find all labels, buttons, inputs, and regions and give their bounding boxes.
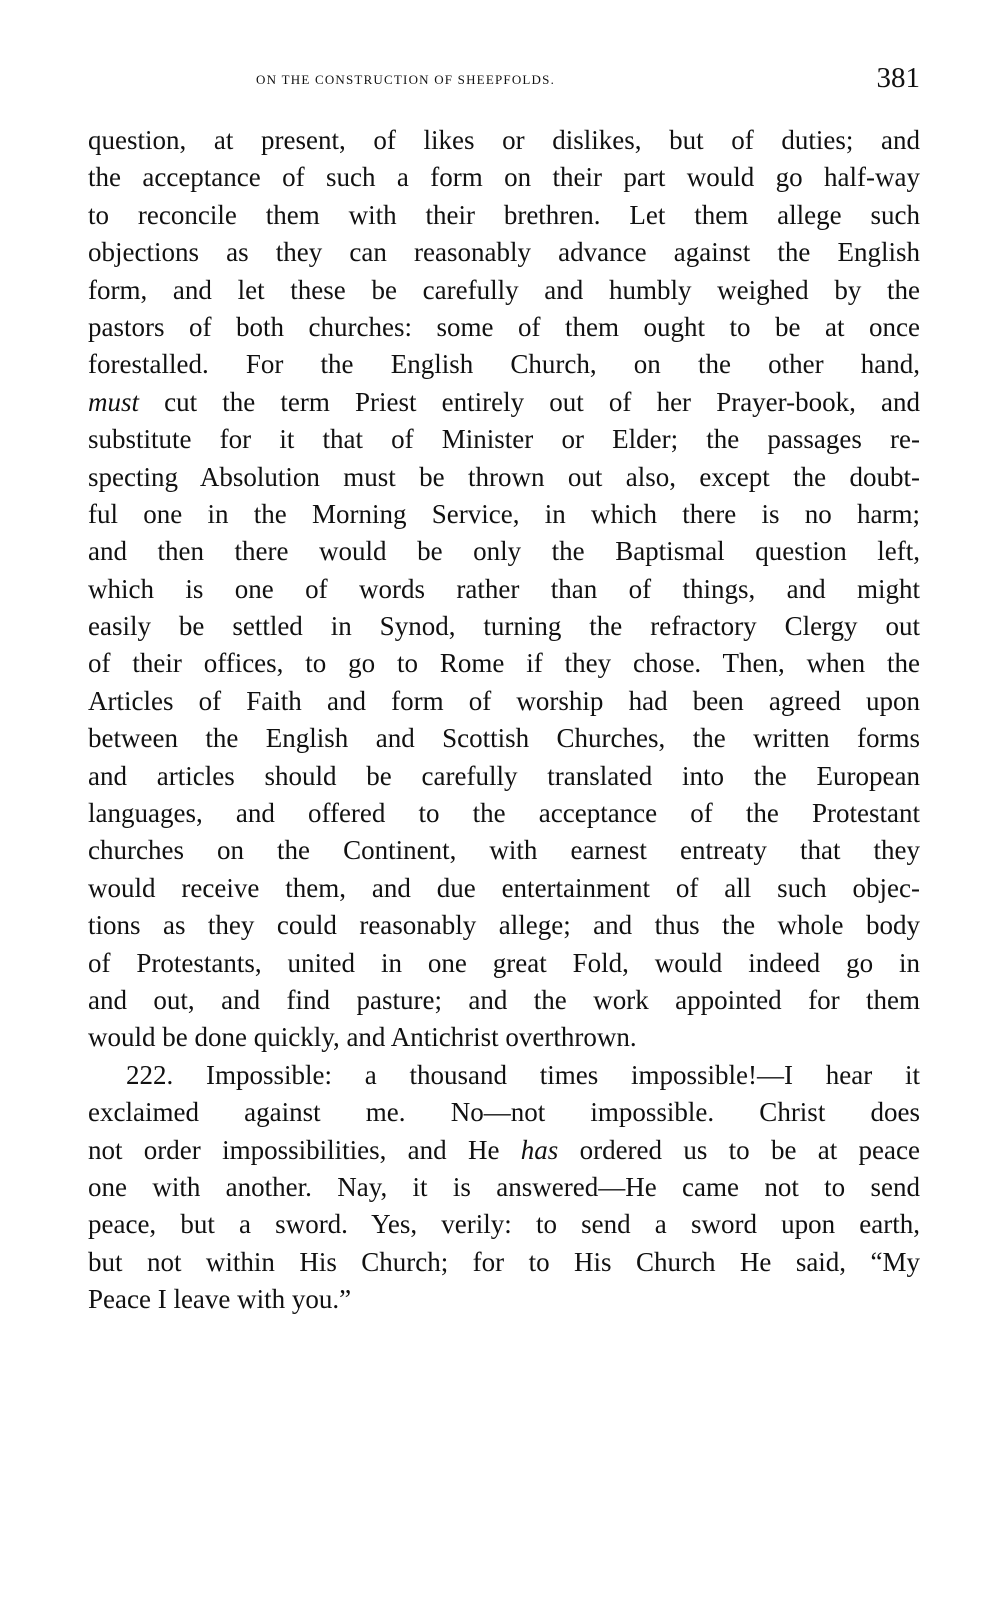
text-line: the acceptance of such a form on their part would go half-way <box>88 162 920 193</box>
text-line: peace, but a sword. Yes, verily: to send a sword upon earth, <box>88 1209 920 1240</box>
text-line: of Protestants, united in one great Fold, would indeed go in <box>88 947 920 978</box>
text-line: but not within His Church; for to His Church He said, “My <box>88 1246 920 1277</box>
text-line: and then there would be only the Baptismal question left, <box>88 536 920 567</box>
text-line: pastors of both churches: some of them ought to be at once <box>88 311 920 342</box>
text-line: to reconcile them with their brethren. Let them allege such <box>88 199 920 230</box>
text-line: form, and let these be carefully and humbly weighed by the <box>88 274 920 305</box>
running-head <box>88 62 920 102</box>
page-number: 381 <box>876 62 920 94</box>
text-line: and out, and find pasture; and the work appointed for them <box>88 984 920 1015</box>
text-span: cut the term Priest entirely out of her Prayer-book, and <box>139 386 920 417</box>
text-span: ordered us to be at peace <box>558 1134 920 1165</box>
text-line: ful one in the Morning Service, in which there is no harm; <box>88 498 920 529</box>
italic-emphasis: has <box>520 1134 559 1165</box>
text-line: churches on the Continent, with earnest entreaty that they <box>88 835 920 866</box>
text-line: between the English and Scottish Churches, the written forms <box>88 723 920 754</box>
text-line <box>88 1132 920 1169</box>
paragraph-continued <box>88 122 920 1057</box>
text-line: would be done quickly, and Antichrist overthrown. <box>88 1022 637 1053</box>
body-text <box>88 122 920 1319</box>
running-title: on the construction of sheepfolds. <box>256 68 556 89</box>
text-line: of their offices, to go to Rome if they chose. Then, when the <box>88 648 920 679</box>
text-line: Peace I leave with you.” <box>88 1284 352 1315</box>
text-span: not order impossibilities, and He <box>88 1134 521 1165</box>
text-line: languages, and offered to the acceptance of the Protestant <box>88 798 920 829</box>
text-line: Articles of Faith and form of worship had been agreed upon <box>88 685 920 716</box>
text-line: would receive them, and due entertainment of all such objec- <box>88 872 920 903</box>
text-line: tions as they could reasonably allege; and thus the whole body <box>88 910 920 941</box>
paragraph-222 <box>88 1057 920 1319</box>
text-line: forestalled. For the English Church, on the other hand, <box>88 349 920 380</box>
text-line: one with another. Nay, it is answered—He came not to send <box>88 1171 920 1202</box>
text-line: specting Absolution must be thrown out also, except the doubt- <box>88 461 920 492</box>
text-line: exclaimed against me. No—not impossible. Christ does <box>88 1097 920 1128</box>
text-line: question, at present, of likes or dislikes, but of duties; and <box>88 125 920 155</box>
text-line: objections as they can reasonably advance against the English <box>88 237 920 268</box>
text-line: 222. Impossible: a thousand times impossible!—I hear it <box>126 1059 920 1090</box>
text-line <box>88 384 920 421</box>
italic-emphasis: must <box>88 386 140 417</box>
text-line: easily be settled in Synod, turning the refractory Clergy out <box>88 611 920 642</box>
text-line: and articles should be carefully translated into the European <box>88 760 920 791</box>
text-line: which is one of words rather than of things, and might <box>88 573 920 604</box>
text-line: substitute for it that of Minister or Elder; the passages re- <box>88 424 920 455</box>
